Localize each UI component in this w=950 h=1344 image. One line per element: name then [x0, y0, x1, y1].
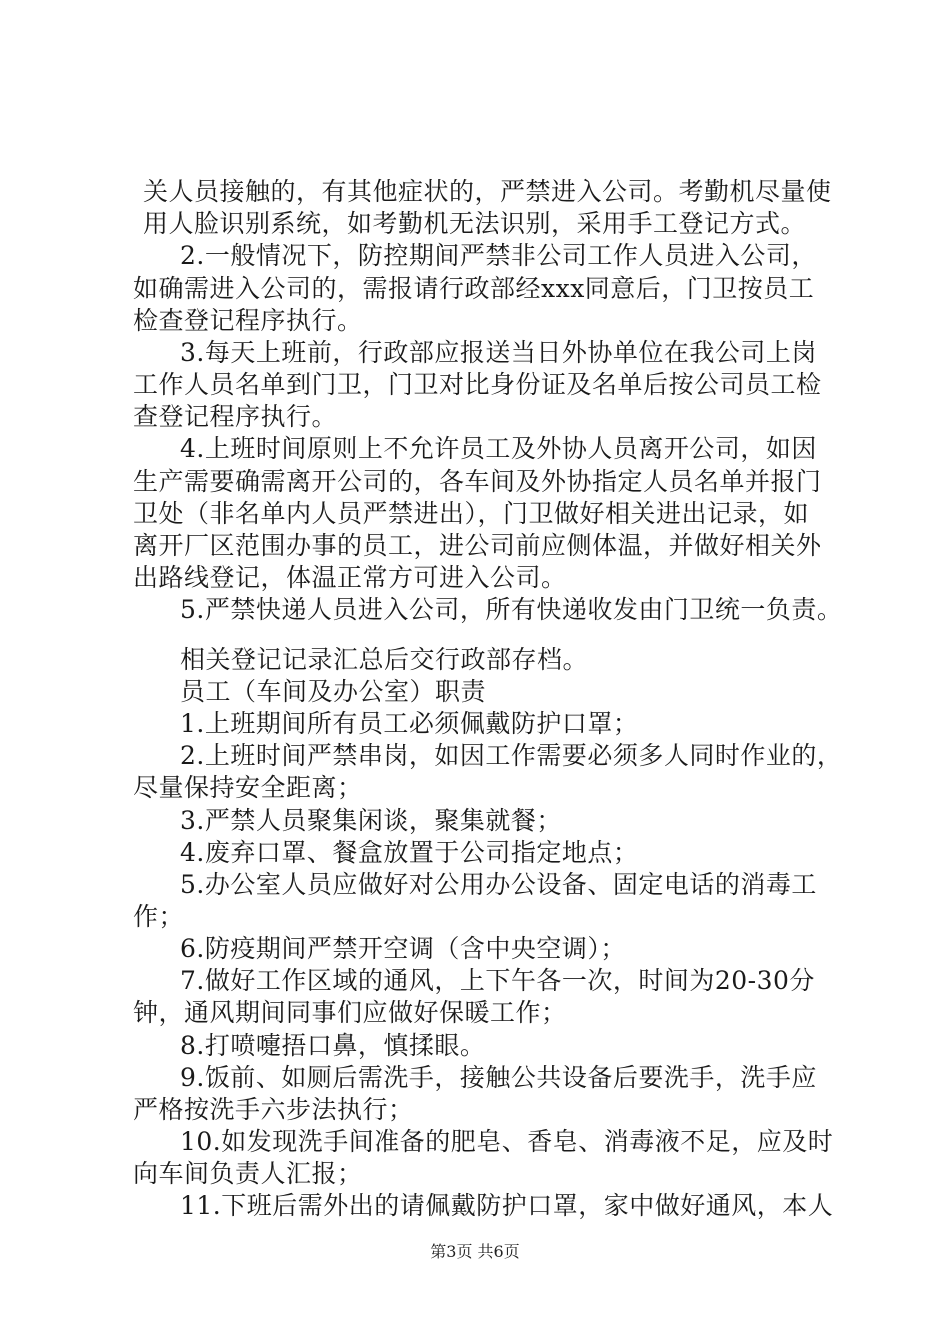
text-line: 生产需要确需离开公司的，各车间及外协指定人员名单并报门: [133, 467, 822, 496]
text-line: 6.防疫期间严禁开空调（含中央空调）；: [180, 934, 626, 963]
text-line: 尽量保持安全距离；: [133, 773, 363, 802]
text-line: 关人员接触的，有其他症状的，严禁进入公司。考勤机尽量使: [143, 177, 832, 206]
text-line: 1.上班期间所有员工必须佩戴防护口罩；: [180, 709, 639, 738]
text-line: 7.做好工作区域的通风，上下午各一次，时间为20-30分: [180, 966, 815, 995]
text-line: 用人脸识别系统，如考勤机无法识别，采用手工登记方式。: [143, 209, 807, 238]
text-line: 向车间负责人汇报；: [133, 1159, 363, 1188]
text-line: 4.废弃口罩、餐盒放置于公司指定地点；: [180, 838, 639, 867]
text-line: 员工（车间及办公室）职责: [180, 677, 487, 706]
text-line: 3.严禁人员聚集闲谈，聚集就餐；: [180, 806, 562, 835]
text-line: 出路线登记，体温正常方可进入公司。: [133, 563, 567, 592]
text-line: 钟，通风期间同事们应做好保暖工作；: [133, 998, 567, 1027]
text-line: 检查登记程序执行。: [133, 306, 363, 335]
text-line: 5.办公室人员应做好对公用办公设备、固定电话的消毒工: [180, 870, 817, 899]
text-line: 相关登记记录汇总后交行政部存档。: [180, 645, 589, 674]
text-line: 查登记程序执行。: [133, 402, 338, 431]
text-line: 9.饭前、如厕后需洗手，接触公共设备后要洗手，洗手应: [180, 1063, 817, 1092]
text-line: 工作人员名单到门卫，门卫对比身份证及名单后按公司员工检: [133, 370, 822, 399]
text-line: 5.严禁快递人员进入公司，所有快递收发由门卫统一负责。: [180, 595, 843, 624]
text-line: 2.一般情况下，防控期间严禁非公司工作人员进入公司，: [180, 241, 817, 270]
text-line: 8.打喷嚏捂口鼻，慎揉眼。: [180, 1031, 486, 1060]
text-line: 3.每天上班前，行政部应报送当日外协单位在我公司上岗: [180, 338, 817, 367]
text-line: 离开厂区范围办事的员工，进公司前应侧体温，并做好相关外: [133, 531, 822, 560]
text-line: 严格按洗手六步法执行；: [133, 1095, 414, 1124]
text-line: 卫处（非名单内人员严禁进出），门卫做好相关进出记录，如: [133, 499, 810, 528]
page-footer: 第3页 共6页: [430, 1242, 520, 1261]
text-line: 如确需进入公司的，需报请行政部经xxx同意后，门卫按员工: [133, 274, 815, 303]
text-line: 11.下班后需外出的请佩戴防护口罩，家中做好通风，本人: [180, 1191, 834, 1220]
text-line: 作；: [133, 902, 185, 931]
text-line: 10.如发现洗手间准备的肥皂、香皂、消毒液不足，应及时: [180, 1127, 834, 1156]
text-line: 2.上班时间严禁串岗，如因工作需要必须多人同时作业的，: [180, 741, 843, 770]
text-line: 4.上班时间原则上不允许员工及外协人员离开公司，如因: [180, 434, 817, 463]
